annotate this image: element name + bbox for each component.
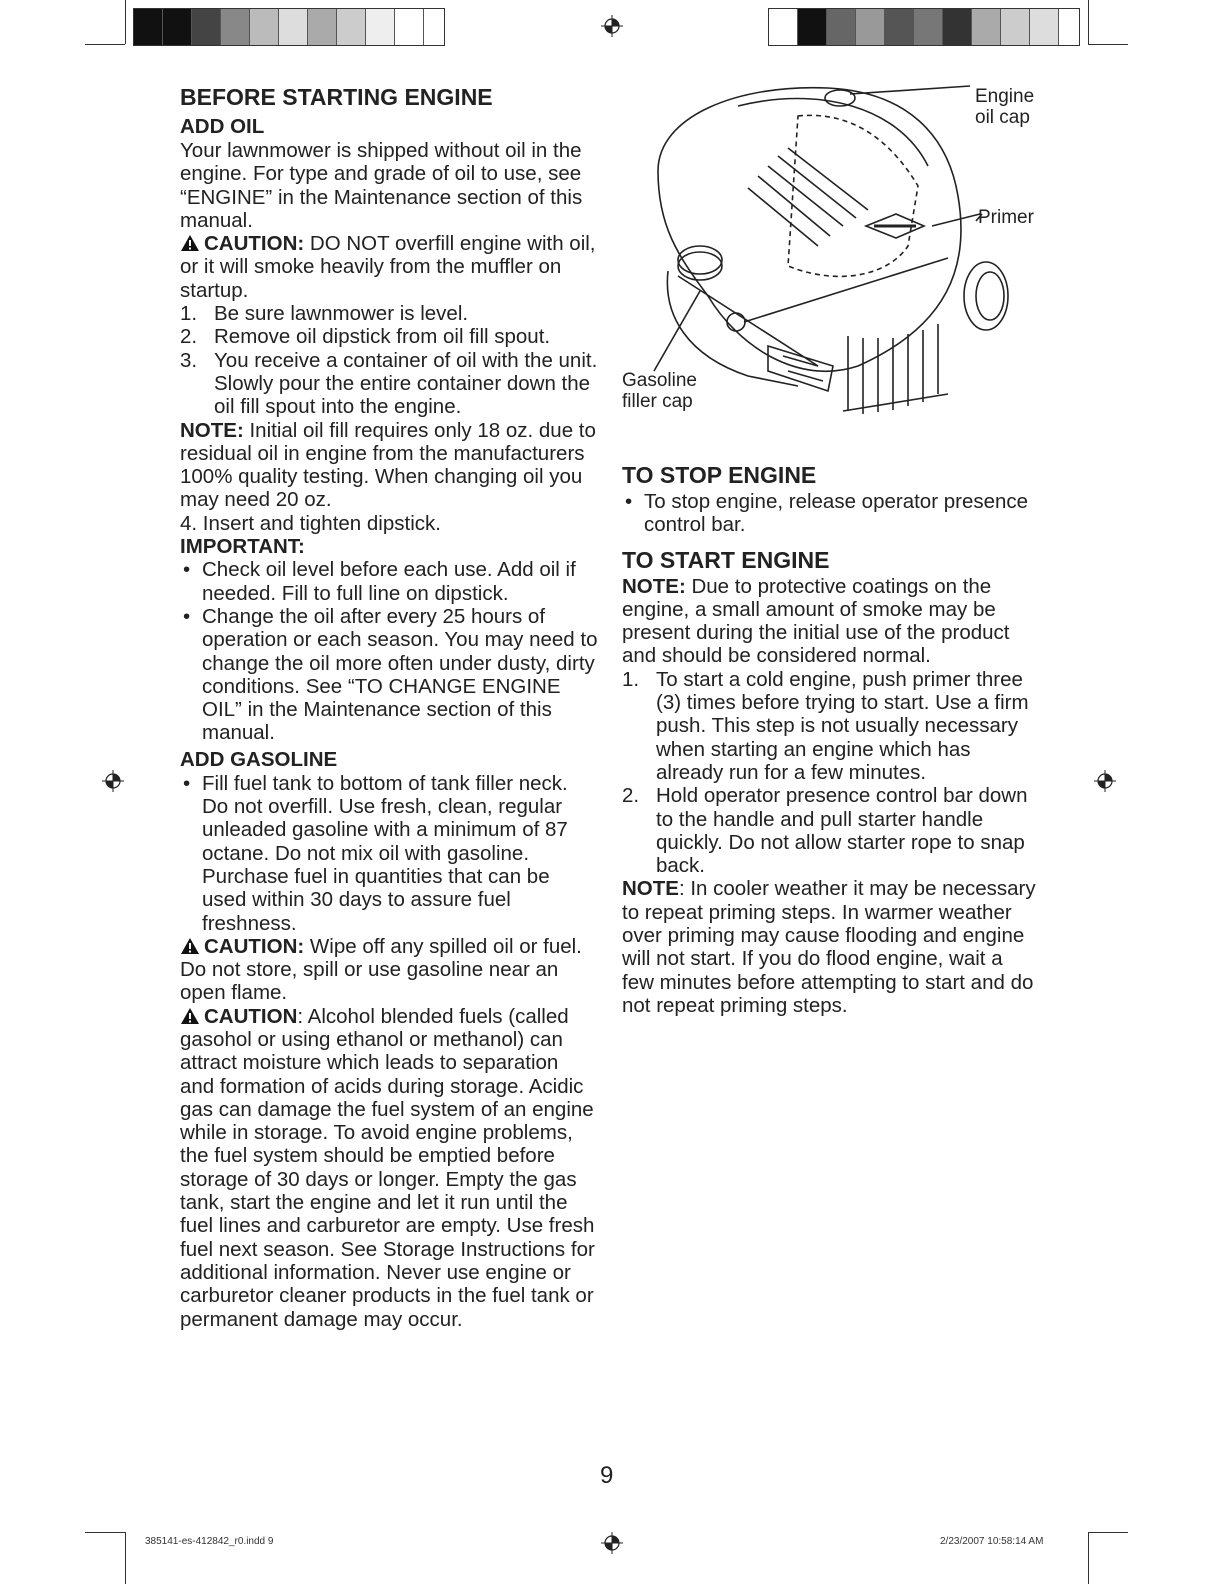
label-line: Gasoline [622,370,697,391]
heading-to-stop-engine: TO STOP ENGINE [622,462,817,488]
registration-mark-icon [102,770,124,792]
note-text: : In cooler weather it may be necessary to repeat priming steps. In warmer weather over priming may cause flooding and engine will not start. If you do flood engine, wait a few minutes before attempting to start and do not repeat priming steps. [622,877,1036,1017]
list-item [622,784,1040,877]
step-number: 1. [622,667,640,691]
registration-mark-icon [1094,770,1116,792]
note-label: NOTE: [180,418,244,442]
stop-list [622,490,1040,537]
list-item [180,605,598,745]
color-calibration-bar-left [133,8,445,46]
list-item [180,349,598,419]
registration-mark-icon [601,1532,623,1554]
caution-label: CAUTION: [204,232,305,256]
left-column [180,84,598,1331]
crop-mark [1088,1532,1128,1533]
step-number: 2. [622,784,640,808]
note-label: NOTE: [622,574,686,598]
bullet: • [183,558,191,582]
step-number: 2. [180,325,198,349]
caution-text: DO NOT overfill engine with oil, or it will smoke heavily from the muffler on startup. [180,232,596,302]
crop-mark [85,44,125,45]
heading-to-start-engine: TO START ENGINE [622,546,830,573]
note-text: Due to protective coatings on the engine, a small amount of smoke may be present during the initial use of the product and should be considered normal. [622,574,1010,668]
footer-filename: 385141-es-412842_r0.indd 9 [145,1536,274,1547]
step-number: 1. [180,302,198,326]
caution-alcohol-fuels [180,1005,598,1331]
add-oil-intro: Your lawnmower is shipped without oil in the engine. For type and grade of oil to use, see “ENGINE” in the Maintenance section of this manual. [180,139,583,232]
caution-label: CAUTION [204,1004,298,1028]
label-line: Engine [975,86,1035,107]
crop-mark [125,0,126,44]
label-line: filler cap [622,391,693,412]
footer-timestamp: 2/23/2007 10:58:14 AM [940,1536,1044,1547]
label-gasoline-filler-cap [622,370,697,412]
caution-spilled-fuel [180,935,598,1005]
bullet: • [625,490,633,513]
label-line: oil cap [975,107,1030,128]
list-item [180,325,598,348]
bullet-text: To stop engine, release operator presence control bar. [644,490,1029,537]
crop-mark [1088,44,1128,45]
crop-mark [85,1532,125,1533]
caution-text: : Alcohol blended fuels (called gasohol or using ethanol or methanol) can attract moisture which leads to separation and formation of acids during storage. Acidic gas can damage the fuel system of an engine while in storage. To avoid engine problems, the fuel system should be emptied before storage of 30 days or longer. Empty the gas tank, start the engine and let it run until the fuel lines and carburetor are empty. Use fresh fuel next season. See Storage Instructions for additional information. Never use engine or carburetor cleaner products in the fuel tank or permanent damage may occur. [180,1004,595,1331]
heading-add-gasoline: ADD GASOLINE [180,747,338,771]
crop-mark [125,1532,126,1584]
caution-overfill [180,232,598,302]
bullet-text: Check oil level before each use. Add oil if needed. Fill to full line on dipstick. [202,558,576,605]
important-label: IMPORTANT: [180,535,305,559]
color-calibration-bar-right [768,8,1080,46]
section-title-before-starting-engine: BEFORE STARTING ENGINE [180,84,493,110]
note-text: Initial oil fill requires only 18 oz. due to residual oil in engine from the manufacturers 100% quality testing. When changing oil you may need 20 oz. [180,418,596,512]
page-number: 9 [600,1462,614,1489]
right-column [622,462,1040,1017]
note-label: NOTE [622,877,679,901]
warning-triangle-icon [180,1007,200,1025]
step-text: Be sure lawnmower is level. [214,302,469,326]
heading-add-oil: ADD OIL [180,115,265,138]
registration-mark-icon [601,15,623,37]
caution-text: Wipe off any spilled oil or fuel. Do not store, spill or use gasoline near an open flame. [180,934,582,1005]
step-number: 3. [180,348,198,372]
list-item [622,668,1040,784]
list-item [180,772,598,935]
caution-label: CAUTION: [204,934,305,958]
important-list [180,558,598,744]
step-text: To start a cold engine, push primer three (3) times before trying to start. Use a firm push. This step is not usually necessary when starting an engine which has already run for a few minutes. [656,667,1029,784]
step-text: Hold operator presence control bar down to the handle and pull starter handle quickly. Do not allow starter rope to snap back. [656,784,1028,878]
crop-mark [1088,1532,1089,1584]
note-cooler-weather [622,877,1040,1017]
crop-mark [1088,0,1089,44]
note-protective-coatings [622,575,1040,668]
bullet: • [183,771,191,795]
note-oil-fill [180,419,598,512]
label-engine-oil-cap [975,86,1034,128]
step-text: You receive a container of oil with the unit. Slowly pour the entire container down the oil fill spout into the engine. [214,348,598,419]
list-item [180,302,598,325]
add-oil-steps [180,302,598,418]
bullet-text: Change the oil after every 25 hours of operation or each season. You may need to change the oil more often under dusty, dirty conditions. See “TO CHANGE ENGINE OIL” in the Maintenance section of this manual. [202,604,598,745]
warning-triangle-icon [180,234,200,252]
list-item [180,558,598,605]
warning-triangle-icon [180,937,200,955]
bullet: • [183,604,191,628]
gasoline-list [180,772,598,935]
list-item [622,490,1040,537]
step-insert-dipstick: 4. Insert and tighten dipstick. [180,511,441,535]
start-steps [622,668,1040,878]
bullet-text: Fill fuel tank to bottom of tank filler neck. Do not overfill. Use fresh, clean, regular unleaded gasoline with a minimum of 87 octane. Do not mix oil with gasoline. Purchase fuel in quantities that can be used within 30 days to assure fuel freshness. [202,771,568,935]
step-text: Remove oil dipstick from oil fill spout. [214,325,551,349]
label-primer: Primer [978,207,1034,228]
